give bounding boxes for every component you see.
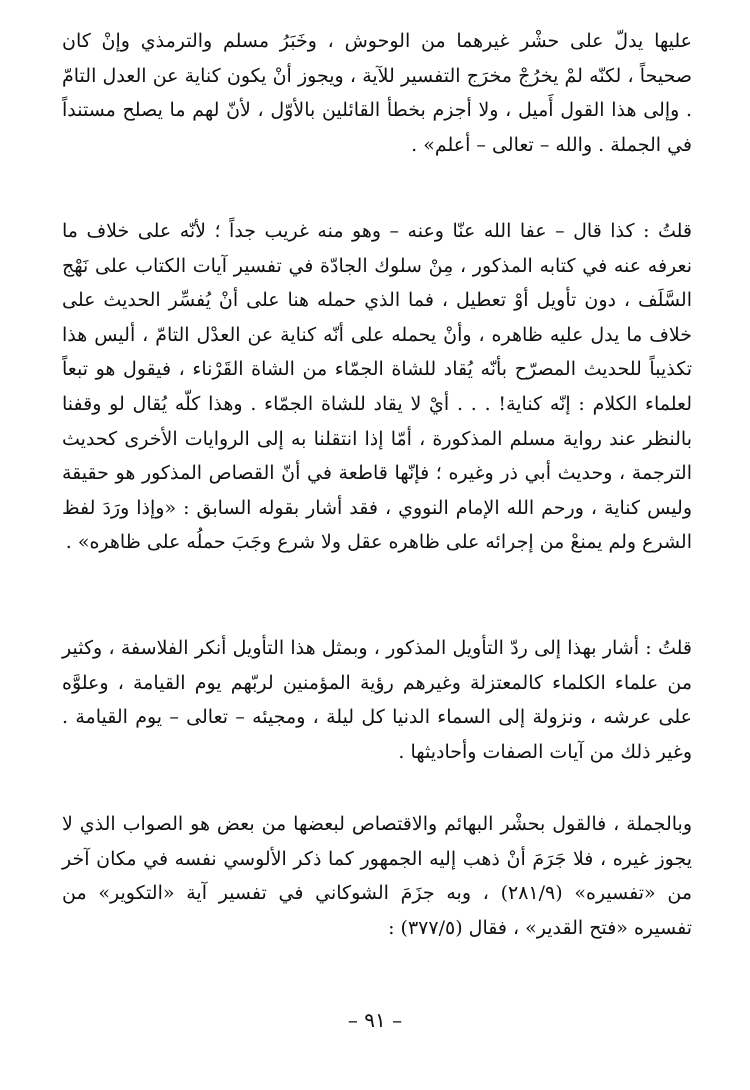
- paragraph-3: قلتُ : أشار بهذا إلى ردّ التأويل المذكور ، وبمثل هذا التأويل أنكر الفلاسفة ، وكثير من علماء الكلماء كالمعتزلة وغيرهم رؤية المؤمنين لربّهم يوم القيامة ، وعلوَّه على عرشه ، ونزولة إلى السماء الدنيا كل ليلة ، ومجيئه – تعالى – يوم القيامة . وغير ذلك من آيات الصفات وأحاديثها .: [62, 637, 692, 763]
- page-number: – ٩١ –: [347, 1008, 403, 1032]
- paragraph-2: قلتُ : كذا قال – عفا الله عنّا وعنه – وهو منه غريب جداً ؛ لأنّه على خلاف ما نعرفه عنه في كتابه المذكور ، مِنْ سلوك الجادّة في تفسير آيات الكتاب على نَهْج السَّلَف ، دون تأويل أوْ تعطيل ، فما الذي حمله هنا على أنْ يُفسِّر الحديث على خلاف ما يدل عليه ظاهره ، وأنْ يحمله على أنّه كناية عن العدْل التامّ ، أليس هذا تكذيباً للحديث المصرّح بأنّه يُقاد للشاة الجمّاء من الشاة القَرْناء ، فيقول هو تبعاً لعلماء الكلام : إنّه كناية! . . . أيْ لا يقاد للشاة الجمّاء . وهذا كلّه يُقال لو وقفنا بالنظر عند رواية مسلم المذكورة ، أمّا إذا انتقلنا به إلى الروايات الأخرى كحديث الترجمة ، وحديث أبي ذر وغيره ؛ فإنّها قاطعة في أنّ القصاص المذكور هو حقيقة وليس كناية ، ورحم الله الإمام النووي ، فقد أشار بقوله السابق : «وإذا ورَدَ لفظ الشرع ولم يمنعْ من إجرائه على ظاهره عقل ولا شرع وجَبَ حملُه على ظاهره» .: [62, 220, 692, 554]
- paragraph-1: عليها يدلّ على حشْر غيرهما من الوحوش ، وخَبَرُ مسلم والترمذي وإنْ كان صحيحاً ، لكنّه لمْ يخرُجْ مخرَج التفسير للآية ، ويجوز أنْ يكون كناية عن العدل التامّ . وإلى هذا القول أَميل ، ولا أجزم بخطأ القائلين بالأوّل ، لأنّ لهم ما يصلح مستنداً في الجملة . والله – تعالى – أعلم» .: [62, 30, 692, 156]
- paragraph-4: وبالجملة ، فالقول بحشْر البهائم والاقتصاص لبعضها من بعض هو الصواب الذي لا يجوز غيره ، فلا جَرَمَ أنْ ذهب إليه الجمهور كما ذكر الألوسي نفسه في مكان آخر من «تفسيره» (٢٨١/٩) ، وبه جزَمَ الشوكاني في تفسير آية «التكوير» من تفسيره «فتح القدير» ، فقال (٣٧٧/٥) :: [62, 813, 693, 939]
